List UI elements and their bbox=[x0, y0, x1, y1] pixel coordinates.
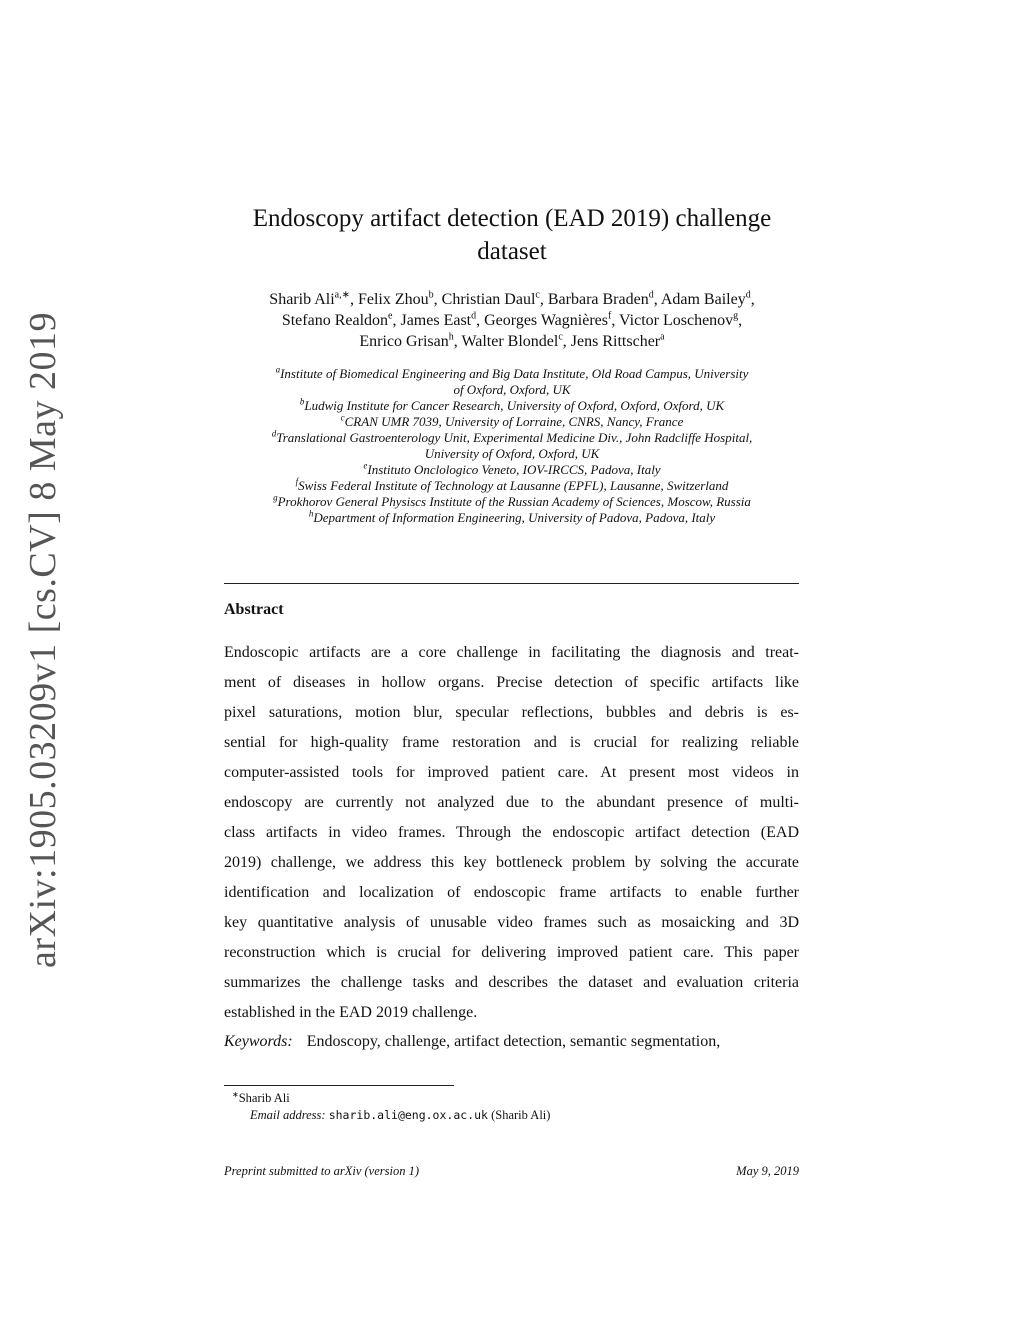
author: Walter Blondel$^c$, bbox=[461, 331, 571, 350]
affiliation: $^b$Ludwig Institute for Cancer Research, University of Oxford, Oxford, Oxford, UK bbox=[299, 396, 725, 413]
affiliation: $^f$Swiss Federal Institute of Technology at Lausanne (EPFL), Lausanne, Switzerland bbox=[295, 476, 729, 493]
arxiv-identifier-stamp bbox=[8, 312, 78, 968]
email-label: Email address: bbox=[250, 1108, 326, 1122]
author: James East$^d$, bbox=[400, 310, 485, 329]
abstract-line: key quantitative analysis of unusable video frames such as mosaicking and 3D bbox=[224, 914, 799, 931]
author: Felix Zhou$^b$, bbox=[357, 289, 442, 308]
preprint-date: May 9, 2019 bbox=[736, 1164, 799, 1178]
email-owner: (Sharib Ali) bbox=[491, 1108, 551, 1122]
abstract-line: sential for high-quality frame restoration and is crucial for realizing reliable bbox=[224, 734, 799, 751]
abstract-line: 2019) challenge, we address this key bottleneck problem by solving the accurate bbox=[224, 854, 799, 871]
arxiv-identifier-text: arXiv:1905.03209v1 [cs.CV] 8 May 2019 bbox=[22, 312, 65, 968]
abstract-line: ment of diseases in hollow organs. Precise detection of specific artifacts like bbox=[224, 674, 799, 691]
author-list bbox=[190, 289, 834, 352]
affiliation: $^h$Department of Information Engineering, University of Padova, Padova, Italy bbox=[308, 508, 716, 525]
title-line-1: Endoscopy artifact detection (EAD 2019) challenge bbox=[252, 205, 772, 232]
keywords-label: Keywords: bbox=[224, 1033, 293, 1050]
paper-title bbox=[200, 202, 824, 268]
affiliation: $^a$Institute of Biomedical Engineering and Big Data Institute, Old Road Campus, University bbox=[275, 364, 749, 381]
affiliation: $^g$Prokhorov General Physiscs Institute of the Russian Academy of Sciences, Moscow, Russia bbox=[273, 492, 751, 509]
abstract-heading: Abstract bbox=[224, 601, 284, 618]
abstract-line: pixel saturations, motion blur, specular reflections, bubbles and debris is es- bbox=[224, 704, 799, 721]
abstract-line: reconstruction which is crucial for delivering improved patient care. This paper bbox=[224, 944, 799, 961]
abstract-body bbox=[224, 638, 799, 1028]
footnote-rule bbox=[224, 1085, 454, 1086]
title-line-2: dataset bbox=[477, 238, 547, 265]
corresponding-author-footnote bbox=[232, 1090, 550, 1124]
affiliation: $^d$Translational Gastroenterology Unit, Experimental Medicine Div., John Radcliffe Hospital, bbox=[271, 428, 753, 445]
author: Victor Loschenov$^g$, bbox=[619, 310, 743, 329]
email-address: sharib.ali@eng.ox.ac.uk bbox=[328, 1108, 488, 1122]
abstract-line: Endoscopic artifacts are a core challenge in facilitating the diagnosis and treat- bbox=[224, 644, 799, 661]
footnote-email bbox=[232, 1107, 550, 1124]
author: Georges Wagnières$^f$, bbox=[484, 310, 620, 329]
affiliation: $^c$CRAN UMR 7039, University of Lorraine, CNRS, Nancy, France bbox=[340, 412, 684, 429]
affiliation: University of Oxford, Oxford, UK bbox=[424, 446, 600, 461]
author: Sharib Ali$^{a,∗}$, bbox=[269, 289, 358, 308]
abstract-line: computer-assisted tools for improved patient care. At present most videos in bbox=[224, 764, 799, 781]
preprint-note: Preprint submitted to arXiv (version 1) bbox=[224, 1164, 419, 1178]
author: Jens Rittscher$^a$ bbox=[570, 331, 665, 350]
author-line-3 bbox=[190, 331, 834, 352]
footnote-marker: ∗ bbox=[232, 1089, 239, 1099]
affiliation: $^e$Instituto Onclologico Veneto, IOV-IRCCS, Padova, Italy bbox=[363, 460, 661, 477]
author: Enrico Grisan$^h$, bbox=[359, 331, 462, 350]
abstract-line: summarizes the challenge tasks and describes the dataset and evaluation criteria bbox=[224, 974, 799, 991]
author: Christian Daul$^c$, bbox=[441, 289, 548, 308]
affiliation-list bbox=[210, 366, 814, 526]
author-line-1 bbox=[190, 289, 834, 310]
affiliation: of Oxford, Oxford, UK bbox=[453, 382, 571, 397]
footnote-author: ∗Sharib Ali bbox=[232, 1089, 290, 1105]
abstract-line: established in the EAD 2019 challenge. bbox=[224, 1004, 478, 1021]
author: Barbara Braden$^d$, bbox=[547, 289, 661, 308]
author-line-2 bbox=[190, 310, 834, 331]
author: Adam Bailey$^d$, bbox=[660, 289, 755, 308]
keywords bbox=[224, 1031, 799, 1053]
abstract-top-rule bbox=[224, 583, 799, 584]
abstract-line: class artifacts in video frames. Through the endoscopic artifact detection (EAD bbox=[224, 824, 799, 841]
abstract-line: identification and localization of endoscopic frame artifacts to enable further bbox=[224, 884, 799, 901]
abstract-line: endoscopy are currently not analyzed due to the abundant presence of multi- bbox=[224, 794, 799, 811]
author: Stefano Realdon$^e$, bbox=[281, 310, 401, 329]
keywords-text: Endoscopy, challenge, artifact detection, semantic segmentation, bbox=[306, 1033, 721, 1050]
